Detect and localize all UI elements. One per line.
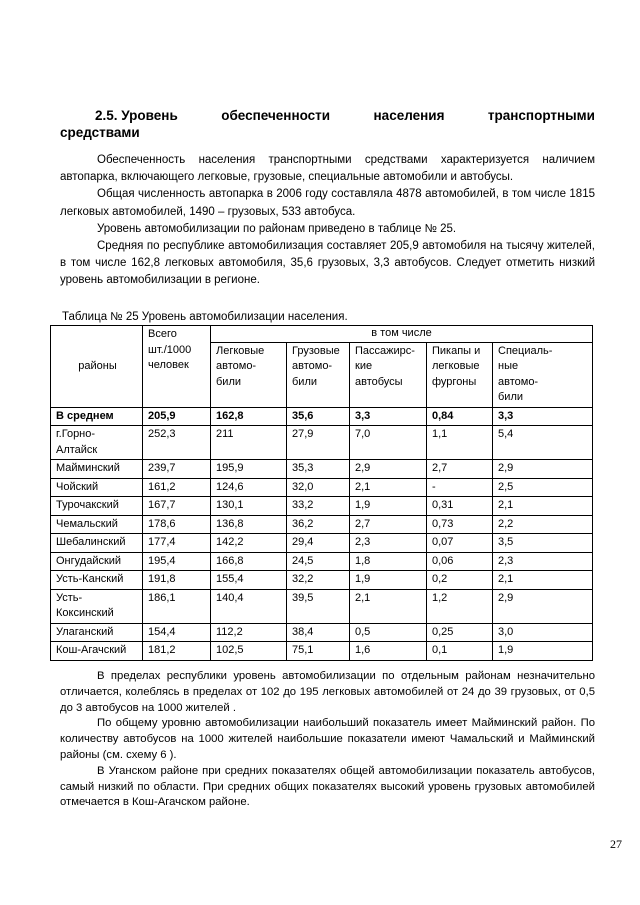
value-cell: 36,2 (287, 515, 350, 534)
paragraph: В пределах республики уровень автомобилизации по отдельным районам незначительно отличается, колеблясь в пределах от 102 до 195 легковых автомобилей от 24 до 39 грузовых, от 0,5 до 3 автобусов на 1000 жителей . (60, 670, 595, 714)
header-col: Легковые автомо- били (211, 342, 287, 407)
value-cell: 0,07 (427, 534, 493, 553)
value-cell: - (427, 478, 493, 497)
value-cell: 24,5 (287, 552, 350, 571)
table-row (51, 478, 593, 497)
value-cell: 186,1 (143, 589, 211, 623)
region-cell: Усть-Канский (51, 571, 143, 590)
value-cell: 167,7 (143, 497, 211, 516)
table-row (51, 515, 593, 534)
value-cell: 2,2 (493, 515, 593, 534)
section-heading (60, 107, 595, 141)
section-title-word: транспортными (487, 108, 595, 123)
value-cell: 154,4 (143, 623, 211, 642)
page-number: 27 (610, 837, 622, 851)
value-cell: 2,3 (493, 552, 593, 571)
conclusion-text (60, 669, 595, 811)
value-cell: 2,7 (350, 515, 427, 534)
table-header-row (51, 326, 593, 343)
section-heading-lead (60, 107, 178, 124)
value-cell: 178,6 (143, 515, 211, 534)
value-cell: 195,9 (211, 460, 287, 479)
value-cell: 195,4 (143, 552, 211, 571)
header-col: Пикапы и легковые фургоны (427, 342, 493, 407)
region-cell: Улаганский (51, 623, 143, 642)
value-cell: 3,5 (493, 534, 593, 553)
value-cell: 1,8 (350, 552, 427, 571)
value-cell: 38,4 (287, 623, 350, 642)
value-cell: 0,31 (427, 497, 493, 516)
header-col: Пассажирс- кие автобусы (350, 342, 427, 407)
value-cell: 1,9 (350, 571, 427, 590)
section-heading-line-1 (60, 107, 595, 124)
value-cell: 0,84 (427, 407, 493, 426)
motorization-table (50, 325, 593, 661)
header-including: в том числе (211, 326, 593, 343)
value-cell: 0,06 (427, 552, 493, 571)
table-row (51, 571, 593, 590)
paragraph: Обеспеченность населения транспортными средствами характеризуется наличием автопарка, включающего легковые, грузовые, специальные автомобили и автобусы. (60, 154, 595, 184)
value-cell: 2,7 (427, 460, 493, 479)
table-row-average (51, 407, 593, 426)
table-caption: Таблица № 25 Уровень автомобилизации населения. (62, 311, 348, 323)
value-cell: 2,1 (350, 589, 427, 623)
value-cell: 2,9 (350, 460, 427, 479)
value-cell: 2,3 (350, 534, 427, 553)
paragraph: По общему уровню автомобилизации наибольший показатель имеет Майминский район. По количеству автобусов на 1000 жителей наибольшие показатели имеют Чамальский и Майминский районы (см. схему 6 ). (60, 717, 595, 761)
value-cell: 32,0 (287, 478, 350, 497)
region-cell: Кош-Агачский (51, 642, 143, 661)
value-cell: 211 (211, 426, 287, 460)
header-col: Грузовые автомо- били (287, 342, 350, 407)
paragraph: Средняя по республике автомобилизация составляет 205,9 автомобиля на тысячу жителей, в том числе 162,8 легковых автомобиля, 35,6 грузовых, 3,3 автобусов. Следует отметить низкий уровень автомобилизации в регионе. (60, 240, 595, 287)
header-total: Всего шт./1000 человек (143, 326, 211, 408)
section-number: 2.5. (95, 108, 118, 123)
value-cell: 0,2 (427, 571, 493, 590)
table-row (51, 623, 593, 642)
region-cell: Майминский (51, 460, 143, 479)
value-cell: 1,9 (350, 497, 427, 516)
value-cell: 1,6 (350, 642, 427, 661)
region-cell: Усть- Коксинский (51, 589, 143, 623)
value-cell: 102,5 (211, 642, 287, 661)
value-cell: 0,1 (427, 642, 493, 661)
value-cell: 140,4 (211, 589, 287, 623)
value-cell: 39,5 (287, 589, 350, 623)
header-region: районы (51, 326, 143, 408)
value-cell: 29,4 (287, 534, 350, 553)
value-cell: 239,7 (143, 460, 211, 479)
value-cell: 162,8 (211, 407, 287, 426)
region-cell: Шебалинский (51, 534, 143, 553)
value-cell: 2,9 (493, 460, 593, 479)
value-cell: 166,8 (211, 552, 287, 571)
value-cell: 2,1 (350, 478, 427, 497)
value-cell: 1,1 (427, 426, 493, 460)
paragraph: Уровень автомобилизации по районам приведено в таблице № 25. (97, 222, 457, 235)
value-cell: 2,9 (493, 589, 593, 623)
region-cell: В среднем (51, 407, 143, 426)
region-cell: Чемальский (51, 515, 143, 534)
value-cell: 1,2 (427, 589, 493, 623)
value-cell: 155,4 (211, 571, 287, 590)
value-cell: 3,0 (493, 623, 593, 642)
section-title-word: Уровень (121, 108, 178, 123)
value-cell: 0,5 (350, 623, 427, 642)
value-cell: 2,1 (493, 497, 593, 516)
value-cell: 0,73 (427, 515, 493, 534)
region-cell: г.Горно- Алтайск (51, 426, 143, 460)
value-cell: 142,2 (211, 534, 287, 553)
value-cell: 2,1 (493, 571, 593, 590)
region-cell: Чойский (51, 478, 143, 497)
value-cell: 3,3 (493, 407, 593, 426)
region-cell: Онгудайский (51, 552, 143, 571)
value-cell: 191,8 (143, 571, 211, 590)
table-row (51, 497, 593, 516)
value-cell: 5,4 (493, 426, 593, 460)
value-cell: 252,3 (143, 426, 211, 460)
value-cell: 181,2 (143, 642, 211, 661)
value-cell: 0,25 (427, 623, 493, 642)
section-title-word: обеспеченности (221, 108, 331, 123)
intro-text (60, 152, 595, 290)
value-cell: 27,9 (287, 426, 350, 460)
table-row (51, 642, 593, 661)
value-cell: 112,2 (211, 623, 287, 642)
value-cell: 33,2 (287, 497, 350, 516)
value-cell: 205,9 (143, 407, 211, 426)
value-cell: 124,6 (211, 478, 287, 497)
value-cell: 130,1 (211, 497, 287, 516)
header-col: Специаль- ные автомо- били (493, 342, 593, 407)
value-cell: 161,2 (143, 478, 211, 497)
table-row (51, 552, 593, 571)
region-cell: Турочакский (51, 497, 143, 516)
value-cell: 32,2 (287, 571, 350, 590)
value-cell: 75,1 (287, 642, 350, 661)
value-cell: 35,3 (287, 460, 350, 479)
paragraph: В Уганском районе при средних показателях общей автомобилизации показатель автобусов, самый низкий по области. При средних общих показателях высокий уровень грузовых автомобилей отмечается в Кош-Агачском районе. (60, 764, 595, 809)
table-row (51, 426, 593, 460)
value-cell: 136,8 (211, 515, 287, 534)
table-body (51, 407, 593, 660)
value-cell: 3,3 (350, 407, 427, 426)
table-row (51, 460, 593, 479)
value-cell: 1,9 (493, 642, 593, 661)
value-cell: 2,5 (493, 478, 593, 497)
paragraph: Общая численность автопарка в 2006 году составляла 4878 автомобилей, в том числе 1815 легковых автомобилей, 1490 – грузовых, 533 автобуса. (60, 188, 595, 218)
value-cell: 35,6 (287, 407, 350, 426)
table-row (51, 534, 593, 553)
table-row (51, 589, 593, 623)
value-cell: 177,4 (143, 534, 211, 553)
section-heading-line-2: средствами (60, 125, 140, 140)
section-title-word: населения (373, 108, 445, 123)
value-cell: 7,0 (350, 426, 427, 460)
